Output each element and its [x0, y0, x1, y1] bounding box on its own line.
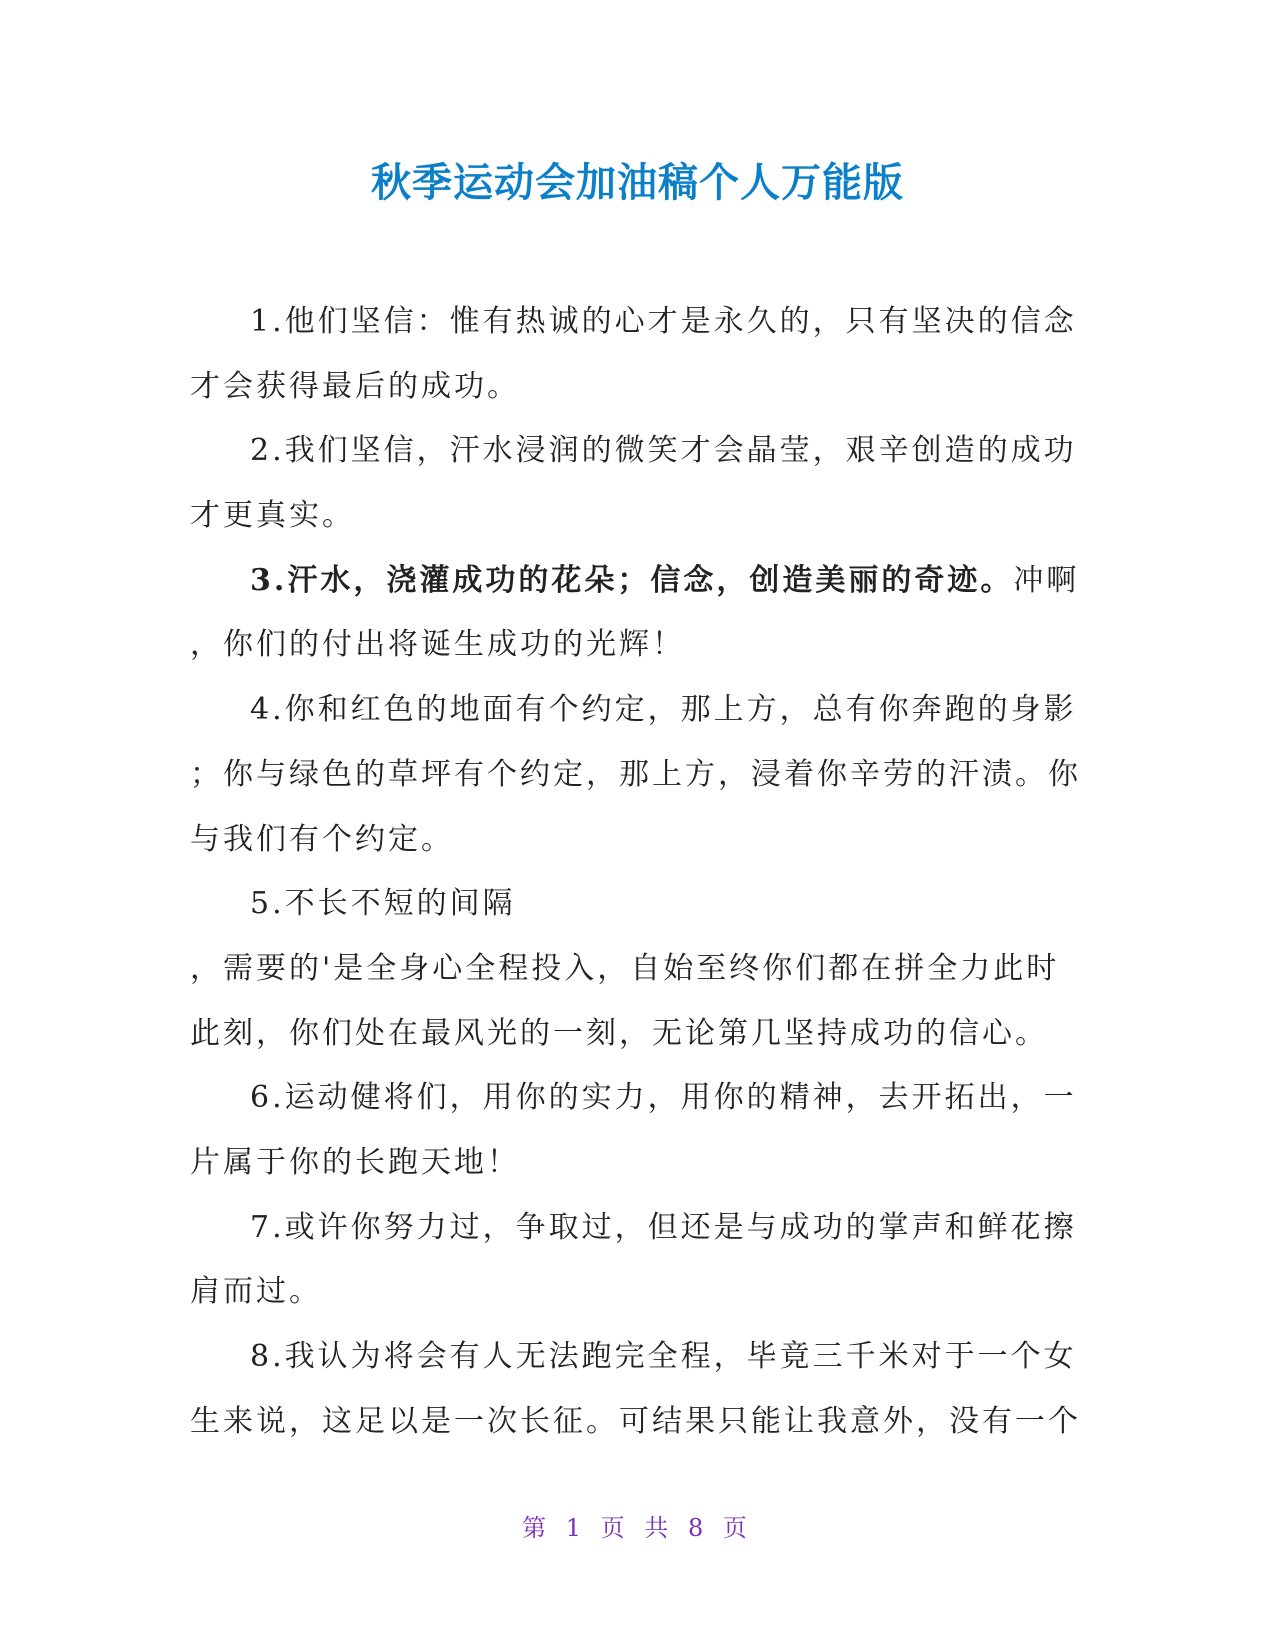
- paragraph-5-line-2: ，需要的'是全身心全程投入，自始至终你们都在拼全力此时: [190, 950, 1060, 986]
- paragraph-4-line-1: 4.你和红色的地面有个约定，那上方，总有你奔跑的身影: [250, 692, 1077, 728]
- paragraph-5-line-1: 5.不长不短的间隔: [250, 886, 516, 922]
- paragraph-7-line-1: 7.或许你努力过，争取过，但还是与成功的掌声和鲜花擦: [250, 1209, 1077, 1245]
- paragraph-7-line-2: 肩而过。: [190, 1274, 322, 1310]
- paragraph-3-line-1: [190, 549, 1085, 614]
- document-title: 秋季运动会加油稿个人万能版: [371, 160, 904, 206]
- paragraph-3-regular-text: 冲啊: [1013, 562, 1080, 598]
- paragraph-6-line-1: 6.运动健将们，用你的实力，用你的精神，去开拓出，一: [250, 1080, 1077, 1116]
- paragraph-6-line-2: 片属于你的长跑天地！: [190, 1144, 520, 1180]
- paragraph-4-line-2: ；你与绿色的草坪有个约定，那上方，浸着你辛劳的汗渍。你: [190, 756, 1081, 792]
- paragraph-4-line-3: 与我们有个约定。: [190, 821, 454, 857]
- paragraph-3-line-2: ，你们的付出将诞生成功的光辉！: [190, 627, 685, 663]
- page-number-footer: 第 1 页 共 8 页: [522, 1514, 753, 1542]
- paragraph-1-line-2: 才会获得最后的成功。: [190, 368, 520, 404]
- paragraph-2-line-2: 才更真实。: [190, 498, 355, 534]
- document-body: [190, 290, 1085, 1454]
- paragraph-8-line-1: 8.我认为将会有人无法跑完全程，毕竟三千米对于一个女: [250, 1339, 1077, 1374]
- paragraph-2-line-1: 2.我们坚信，汗水浸润的微笑才会晶莹，艰辛创造的成功: [250, 433, 1077, 469]
- paragraph-3-bold-text: 3.汗水，浇灌成功的花朵；信念，创造美丽的奇迹。: [250, 562, 1014, 598]
- paragraph-1-line-1: 1.他们坚信：惟有热诚的心才是永久的，只有坚决的信念: [250, 304, 1077, 339]
- paragraph-8-line-2: 生来说，这足以是一次长征。可结果只能让我意外，没有一个: [190, 1403, 1081, 1439]
- paragraph-5-line-3: 此刻，你们处在最风光的一刻，无论第几坚持成功的信心。: [190, 1015, 1048, 1051]
